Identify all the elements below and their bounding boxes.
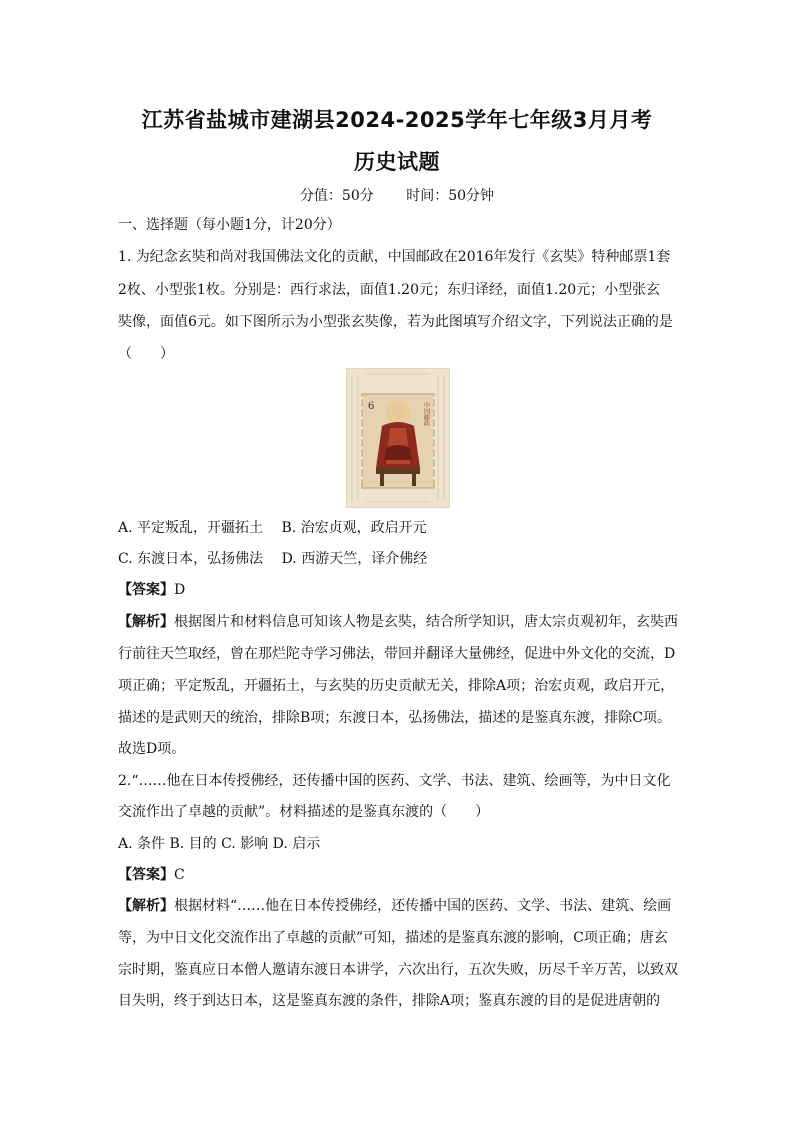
exam-meta: [0, 185, 794, 205]
answer-value: D: [174, 582, 186, 598]
q1-stem-line: 2枚、小型张1枚。分别是：西行求法，面值1.20元；东归译经，面值1.20元；小型张玄: [118, 282, 661, 298]
q1-stem-line: （ ）: [118, 346, 174, 362]
xuanzang-stamp-image: [346, 368, 450, 508]
analysis-text: 根据图片和材料信息可知该人物是玄奘，结合所学知识，唐太宗贞观初年，玄奘西: [174, 614, 678, 630]
analysis-label: 【解析】: [118, 898, 174, 914]
stamp-label: 中国邮政: [422, 402, 430, 426]
q2-stem-line: 交流作出了卓越的贡献”。材料描述的是鉴真东渡的（ ）: [118, 804, 490, 820]
q1-analysis-line: 故选D项。: [118, 741, 186, 757]
q2-stem-line: 2.“……他在日本传授佛经，还传播中国的医药、文学、书法、建筑、绘画等，为中日文化: [118, 773, 671, 789]
q1-options-line: C. 东渡日本，弘扬佛法 D. 西游天竺，译介佛经: [118, 551, 428, 567]
analysis-text: 根据材料“……他在日本传授佛经，还传播中国的医药、文学、书法、建筑、绘画: [174, 898, 672, 914]
q1-analysis-line: 描述的是武则天的统治，排除B项；东渡日本，弘扬佛法，描述的是鉴真东渡，排除C项。: [118, 710, 671, 726]
time-text: 时间：50分钟: [406, 188, 495, 204]
q1-stem-line: 奘像，面值6元。如下图所示为小型张玄奘像，若为此图填写介绍文字，下列说法正确的是: [118, 314, 673, 330]
q2-analysis-line: [118, 896, 688, 916]
section-heading: 一、选择题（每小题1分，计20分）: [118, 217, 341, 233]
q1-options-line: A. 平定叛乱，开疆拓土 B. 治宏贞观，政启开元: [118, 520, 427, 536]
answer-value: C: [174, 867, 185, 883]
exam-subject: 历史试题: [354, 150, 440, 174]
q2-analysis-line: 宗时期，鉴真应日本僧人邀请东渡日本讲学，六次出行，五次失败，历尽千辛万苦，以致双: [118, 962, 678, 978]
q1-analysis-line: [118, 612, 688, 632]
answer-label: 【答案】: [118, 582, 174, 598]
q2-analysis-line: 等，为中日文化交流作出了卓越的贡献”可知，描述的是鉴真东渡的影响，C项正确；唐玄: [118, 930, 668, 946]
analysis-label: 【解析】: [118, 614, 174, 630]
q1-analysis-line: 项正确；平定叛乱，开疆拓土，与玄奘的历史贡献无关，排除A项；治宏贞观，政启开元，: [118, 678, 675, 694]
q1-answer: [118, 580, 688, 600]
q1-stem-line: 1. 为纪念玄奘和尚对我国佛法文化的贡献，中国邮政在2016年发行《玄奘》特种邮票1套: [118, 249, 671, 265]
q2-options-line: A. 条件 B. 目的 C. 影响 D. 启示: [118, 836, 321, 852]
q1-analysis-line: 行前往天竺取经，曾在那烂陀寺学习佛法，带回并翻译大量佛经，促进中外文化的交流，D: [118, 646, 676, 662]
q2-analysis-line: 目失明，终于到达日本，这是鉴真东渡的条件，排除A项；鉴真东渡的目的是促进唐朝的: [118, 993, 661, 1009]
exam-title: 江苏省盐城市建湖县2024-2025学年七年级3月月考: [141, 108, 653, 132]
stamp-denomination: 6: [368, 401, 375, 412]
answer-label: 【答案】: [118, 867, 174, 883]
score-text: 分值：50分: [299, 188, 374, 204]
q2-answer: [118, 865, 688, 885]
